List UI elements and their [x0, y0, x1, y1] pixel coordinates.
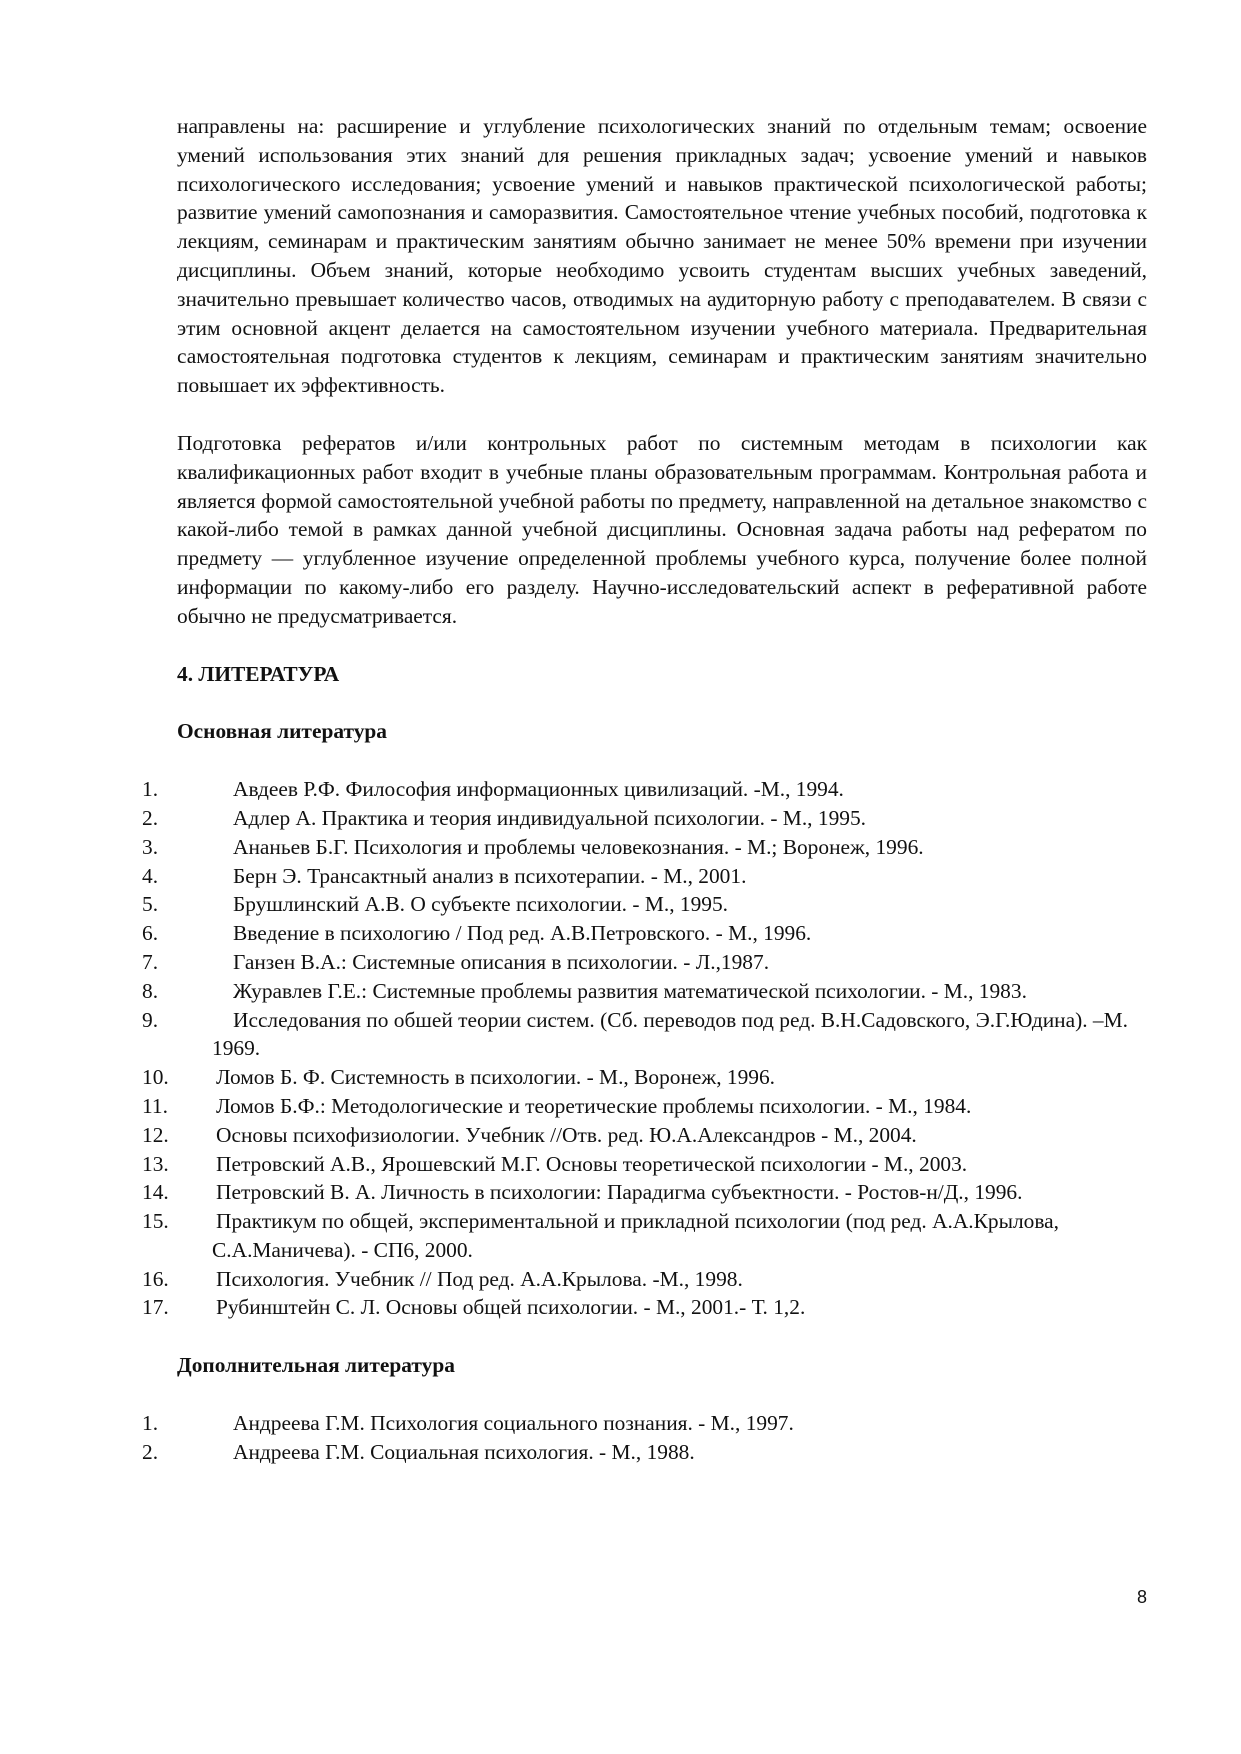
list-item-number: 11.: [142, 1093, 168, 1118]
list-item-number: 6.: [142, 921, 159, 946]
list-item-text: Андреева Г.М. Социальная психология. - М., 1988.: [233, 1439, 695, 1464]
list-item-number: 14.: [142, 1180, 169, 1205]
list-item-number: 4.: [142, 863, 159, 888]
additional-literature-title: Дополнительная литература: [177, 1353, 455, 1378]
list-item-number: 15.: [142, 1209, 169, 1234]
list-item: [142, 1092, 1147, 1121]
paragraph-2: Подготовка рефератов и/или контрольных работ по системным методам в психологии как квалификационных работ входит в учебные планы образовательным программам. Контрольная работа и является формой самостоятельной учебной работы по предмету, направленной на детальное знакомство с какой-либо темой в рамках данной учебной дисциплины. Основная задача работы над рефератом по предмету — углубленное изучение определенной проблемы учебного курса, получение более полной информации по какому-либо его разделу. Научно-исследовательский аспект в реферативной работе обычно не предусматривается.: [177, 430, 1147, 628]
list-item: [142, 1265, 1147, 1294]
list-item: [142, 804, 1147, 833]
main-literature-list: [142, 775, 1147, 1322]
list-item-text: Авдеев Р.Ф. Философия информационных цивилизаций. -М., 1994.: [233, 777, 844, 802]
list-item-number: 16.: [142, 1266, 169, 1291]
page-number: 8: [1136, 1587, 1147, 1607]
main-literature-title: Основная литература: [177, 719, 387, 744]
list-item-number: 1.: [142, 777, 159, 802]
list-item: [142, 862, 1147, 891]
list-item: [142, 1121, 1147, 1150]
list-item-number: 1.: [142, 1411, 159, 1436]
list-item-text: Практикум по общей, экспериментальной и прикладной психологии (под ред. А.А.Крылова, С.А.Маничева). - СП6, 2000.: [212, 1209, 1060, 1262]
list-item-number: 7.: [142, 949, 159, 974]
list-item-number: 8.: [142, 978, 159, 1003]
list-item: [142, 1207, 1147, 1265]
list-item: [142, 890, 1147, 919]
paragraph-1: направлены на: расширение и углубление психологических знаний по отдельным темам; освоение умений использования этих знаний для решения прикладных задач; усвоение умений и навыков психологического исследования; усвоение умений и навыков практической психологической работы; развитие умений самопознания и саморазвития. Самостоятельное чтение учебных пособий, подготовка к лекциям, семинарам и практическим занятиям обычно занимает не менее 50% времени при изучении дисциплины. Объем знаний, которые необходимо усвоить студентам высших учебных заведений, значительно превышает количество часов, отводимых на аудиторную работу с преподавателем. В связи с этим основной акцент делается на самостоятельном изучении учебного материала. Предварительная самостоятельная подготовка студентов к лекциям, семинарам и практическим занятиям значительно повышает их эффективность.: [177, 114, 1147, 398]
list-item-text: Рубинштейн С. Л. Основы общей психологии. - М., 2001.- Т. 1,2.: [216, 1295, 806, 1320]
list-item-text: Ломов Б.Ф.: Методологические и теоретические проблемы психологии. - М., 1984.: [216, 1093, 972, 1118]
list-item-text: Ганзен В.А.: Системные описания в психологии. - Л.,1987.: [233, 949, 770, 974]
list-item-text: Психология. Учебник // Под ред. А.А.Крылова. -М., 1998.: [216, 1266, 743, 1291]
list-item: [142, 948, 1147, 977]
list-item-number: 13.: [142, 1151, 169, 1176]
list-item-text: Берн Э. Трансактный анализ в психотерапии. - М., 2001.: [233, 863, 747, 888]
list-item: [142, 1006, 1147, 1064]
list-item-text: Адлер А. Практика и теория индивидуальной психологии. - М., 1995.: [233, 805, 866, 830]
list-item: [142, 977, 1147, 1006]
list-item-text: Введение в психологию / Под ред. А.В.Петровского. - М., 1996.: [233, 921, 812, 946]
list-item: [142, 1150, 1147, 1179]
list-item-text: Журавлев Г.Е.: Системные проблемы развития математической психологии. - М., 1983.: [233, 978, 1027, 1003]
list-item-text: Петровский В. А. Личность в психологии: Парадигма субъектности. - Ростов-н/Д., 1996.: [216, 1180, 1023, 1205]
list-item-number: 10.: [142, 1065, 169, 1090]
additional-literature-list: [142, 1409, 1147, 1467]
list-item-text: Андреева Г.М. Психология социального познания. - М., 1997.: [233, 1411, 794, 1436]
list-item-number: 2.: [142, 1439, 159, 1464]
list-item-number: 17.: [142, 1295, 169, 1320]
list-item: [142, 1293, 1147, 1322]
list-item-text: Ломов Б. Ф. Системность в психологии. - М., Воронеж, 1996.: [216, 1065, 776, 1090]
list-item-number: 9.: [142, 1007, 159, 1032]
list-item: [142, 1438, 1147, 1467]
section-title: 4. ЛИТЕРАТУРА: [177, 661, 340, 686]
list-item-text: Брушлинский А.В. О субъекте психологии. - М., 1995.: [233, 892, 729, 917]
list-item-text: Исследования по обшей теории систем. (Сб. переводов под ред. В.Н.Садовского, Э.Г.Юдина). –М. 1969.: [212, 1007, 1128, 1061]
list-item-text: Петровский А.В., Ярошевский М.Г. Основы теоретической психологии - М., 2003.: [216, 1151, 968, 1176]
list-item-number: 2.: [142, 805, 159, 830]
list-item: [142, 775, 1147, 804]
list-item-text: Основы психофизиологии. Учебник //Отв. ред. Ю.А.Александров - М., 2004.: [216, 1122, 917, 1147]
list-item-number: 12.: [142, 1122, 169, 1147]
list-item: [142, 1063, 1147, 1092]
list-item-text: Ананьев Б.Г. Психология и проблемы человекознания. - М.; Воронеж, 1996.: [233, 834, 924, 859]
list-item-number: 3.: [142, 834, 159, 859]
list-item-number: 5.: [142, 892, 159, 917]
list-item: [142, 919, 1147, 948]
list-item: [142, 1178, 1147, 1207]
list-item: [142, 833, 1147, 862]
list-item: [142, 1409, 1147, 1438]
document-page: [142, 112, 1147, 1467]
